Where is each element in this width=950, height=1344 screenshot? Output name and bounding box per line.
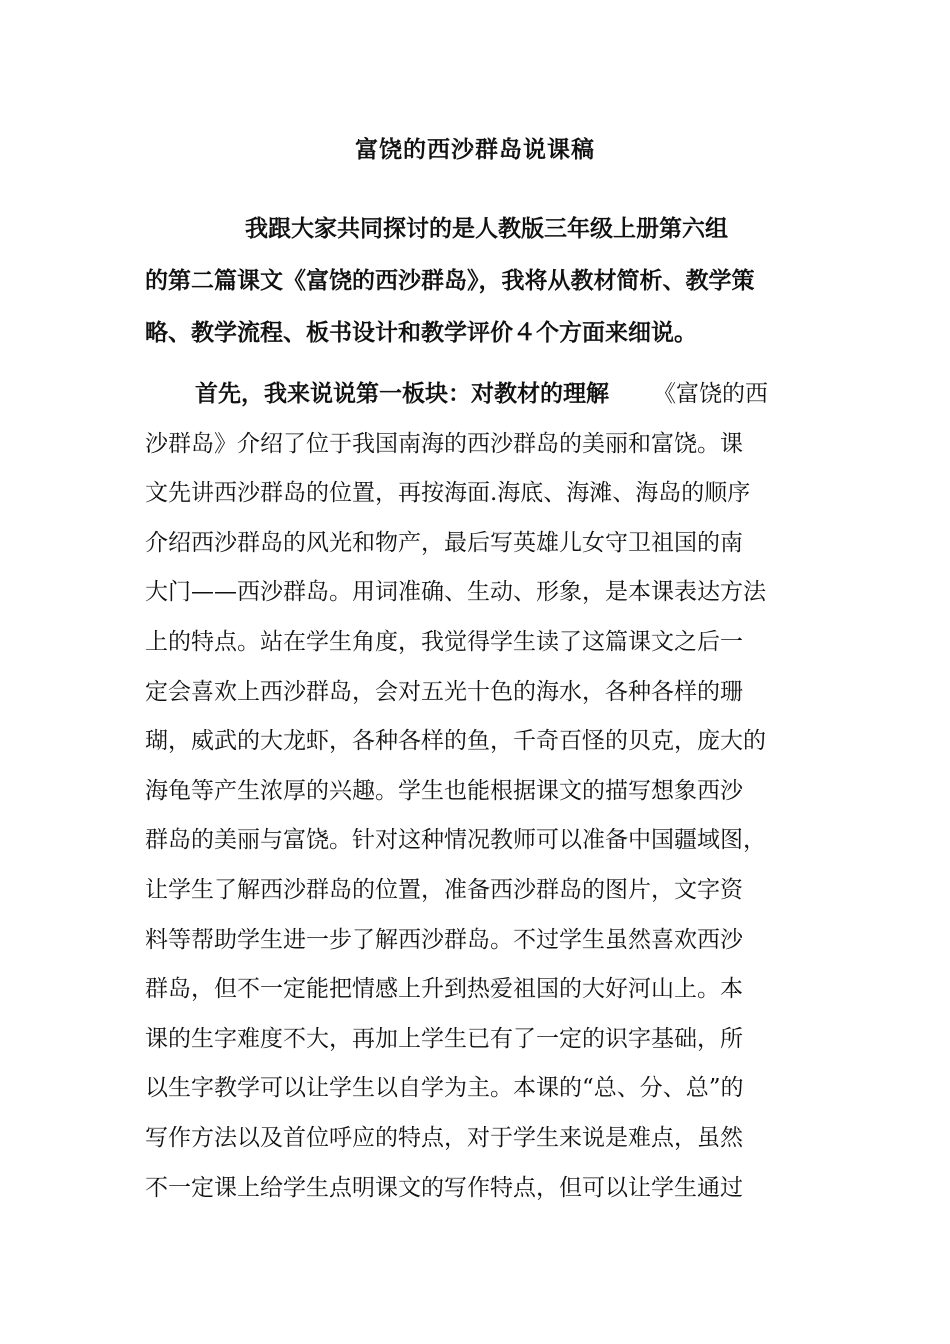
body-line: 以生字教学可以让学生以自学为主。本课的“总、分、总”的	[145, 1075, 744, 1102]
body-line: 介绍西沙群岛的风光和物产，最后写英雄儿女守卫祖国的南	[145, 529, 743, 556]
body-line: 定会喜欢上西沙群岛，会对五光十色的海水，各种各样的珊	[145, 678, 743, 705]
body-line: 群岛的美丽与富饶。针对这种情况教师可以准备中国疆域图，	[145, 827, 766, 854]
body-paragraph	[145, 369, 835, 1213]
body-line: 沙群岛》介绍了位于我国南海的西沙群岛的美丽和富饶。课	[145, 430, 743, 457]
body-line: 写作方法以及首位呼应的特点，对于学生来说是难点，虽然	[145, 1124, 743, 1151]
body-line: 瑚，威武的大龙虾，各种各样的鱼，千奇百怪的贝克，庞大的	[145, 728, 766, 755]
body-line: 大门——西沙群岛。用词准确、生动、形象，是本课表达方法	[145, 579, 766, 606]
body-line: 海龟等产生浓厚的兴趣。学生也能根据课文的描写想象西沙	[145, 777, 743, 804]
intro-paragraph	[145, 203, 825, 359]
body-line: 上的特点。站在学生角度，我觉得学生读了这篇课文之后一	[145, 628, 743, 655]
body-line: 料等帮助学生进一步了解西沙群岛。不过学生虽然喜欢西沙	[145, 926, 743, 953]
body-line: 让学生了解西沙群岛的位置，准备西沙群岛的图片，文字资	[145, 876, 743, 903]
intro-line: 略、教学流程、板书设计和教学评价４个方面来细说。	[145, 319, 697, 346]
body-line: 不一定课上给学生点明课文的写作特点，但可以让学生通过	[145, 1174, 743, 1201]
body-first-tail: 《富饶的西	[653, 381, 768, 407]
body-first-line	[145, 369, 835, 420]
body-line: 群岛，但不一定能把情感上升到热爱祖国的大好河山上。本	[145, 976, 743, 1003]
intro-line: 的第二篇课文《富饶的西沙群岛》，我将从教材简析、教学策	[145, 267, 755, 294]
intro-line: 我跟大家共同探讨的是人教版三年级上册第六组	[245, 215, 728, 242]
body-line: 文先讲西沙群岛的位置，再按海面.海底、海滩、海岛的顺序	[145, 480, 751, 507]
body-line: 课的生字难度不大，再加上学生已有了一定的识字基础，所	[145, 1025, 743, 1052]
section-heading: 首先，我来说说第一板块：对教材的理解	[195, 380, 609, 407]
document-title: 富饶的西沙群岛说课稿	[355, 136, 595, 163]
